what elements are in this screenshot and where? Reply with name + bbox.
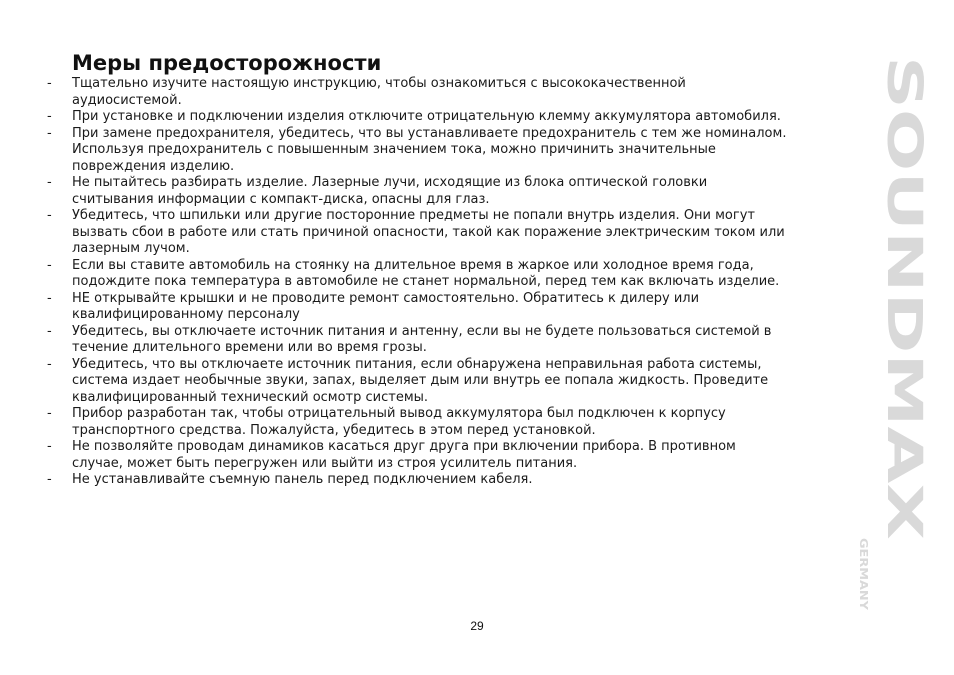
brand-logo-sub: GERMANY — [857, 538, 870, 600]
list-item-text: Не пытайтесь разбирать изделие. Лазерные лучи, исходящие из блока оптической головки считывания информации с компакт-диска, опасны для глаз. — [72, 175, 708, 207]
brand-logo — [838, 48, 932, 618]
list-item — [0, 357, 820, 407]
list-item-text: Не позволяйте проводам динамиков касаться друг друга при включении прибора. В противном случае, может быть перегружен или выйти из строя усилитель питания. — [72, 439, 736, 471]
list-item-text: Убедитесь, что шпильки или другие посторонние предметы не попали внутрь изделия. Они могут вызвать сбои в работе или стать причиной опасности, такой как поражение электрическим током или лазерным лучом. — [72, 208, 785, 256]
bullet-marker: - — [47, 257, 52, 273]
bullet-marker: - — [47, 125, 52, 141]
list-item — [0, 324, 820, 357]
bullet-marker: - — [47, 76, 52, 91]
list-item-text: При замене предохранителя, убедитесь, что вы устанавливаете предохранитель с тем же номиналом. Используя предохранитель с повышенным значением тока, можно причинить значительные повреждения изделию. — [72, 125, 787, 174]
bullet-marker: - — [47, 439, 52, 454]
list-item-text: НЕ открывайте крышки и не проводите ремонт самостоятельно. Обратитесь к дилеру или квалифицированному персоналу — [72, 290, 700, 322]
list-item-text: Тщательно изучите настоящую инструкцию, чтобы ознакомиться с высококачественной аудиосистемой. — [72, 76, 686, 108]
bullet-marker: - — [47, 323, 52, 339]
brand-logo-name: SOUNDMAX — [876, 56, 932, 373]
list-item-text: Прибор разработан так, чтобы отрицательный вывод аккумулятора был подключен к корпусу транспортного средства. Пожалуйста, убедитесь в этом перед установкой. — [72, 406, 726, 438]
list-item — [0, 472, 820, 489]
list-item — [0, 406, 820, 439]
list-item-text: При установке и подключении изделия отключите отрицательную клемму аккумулятора автомобиля. — [72, 109, 781, 124]
bullet-marker: - — [47, 472, 52, 487]
list-item-text: Если вы ставите автомобиль на стоянку на длительное время в жаркое или холодное время года, подождите пока температура в автомобиле не станет нормальной, перед тем как включать изделие. — [72, 257, 780, 289]
page-number: 29 — [470, 619, 484, 633]
list-item-text: Убедитесь, вы отключаете источник питания и антенну, если вы не будете пользоваться системой в течение длительного времени или во время грозы. — [72, 323, 772, 355]
precautions-list — [0, 76, 820, 489]
bullet-marker: - — [47, 175, 52, 190]
list-item — [0, 175, 820, 208]
bullet-marker: - — [47, 109, 52, 124]
list-item — [0, 76, 820, 109]
brand-logo-graphic — [838, 48, 932, 618]
bullet-marker: - — [47, 208, 52, 223]
bullet-marker: - — [47, 290, 52, 306]
list-item — [0, 291, 820, 324]
list-item-text: Не устанавливайте съемную панель перед подключением кабеля. — [72, 472, 533, 487]
bullet-marker: - — [47, 356, 52, 372]
list-item — [0, 258, 820, 291]
list-item — [0, 126, 820, 176]
list-item — [0, 109, 820, 126]
list-item — [0, 439, 820, 472]
list-item — [0, 208, 820, 258]
page-title: Меры предосторожности — [72, 51, 382, 75]
list-item-text: Убедитесь, что вы отключаете источник питания, если обнаружена неправильная работа системы, система издает необычные звуки, запах, выделяет дым или внутрь ее попала жидкость. Проведите квалифицированный технический осмотр системы. — [72, 356, 769, 405]
bullet-marker: - — [47, 406, 52, 421]
